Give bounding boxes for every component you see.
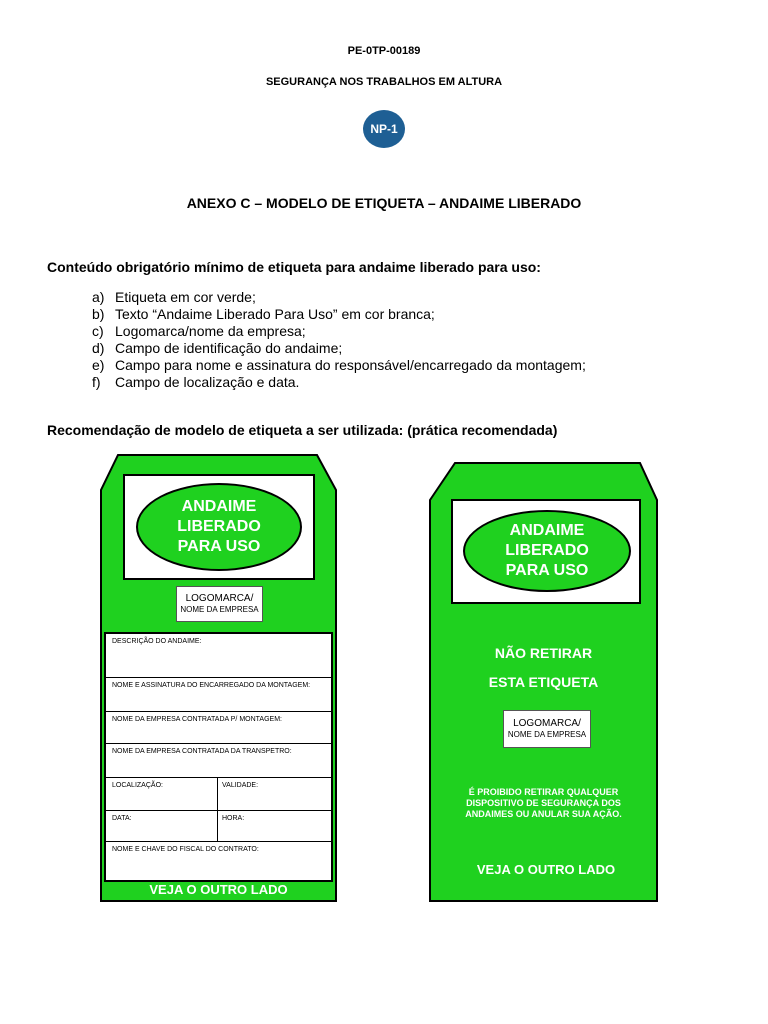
column-divider — [217, 811, 218, 842]
list-letter: b) — [92, 306, 105, 322]
list-text: Texto “Andaime Liberado Para Uso” em cor branca; — [115, 306, 435, 322]
logo-line1: LOGOMARCA/ — [513, 718, 581, 729]
list-letter: f) — [92, 374, 101, 390]
field-label: NOME E CHAVE DO FISCAL DO CONTRATO: — [112, 846, 259, 853]
right-tag-notice — [430, 787, 657, 820]
logo-text: NP-1 — [370, 122, 398, 136]
list-text: Campo de identificação do andaime; — [115, 340, 343, 356]
badge-line: PARA USO — [177, 538, 261, 555]
list-letter: a) — [92, 289, 105, 305]
form-row-data — [106, 810, 331, 842]
field-label: DATA: — [112, 815, 132, 822]
logo-line1: LOGOMARCA/ — [185, 593, 254, 604]
list-letter: e) — [92, 357, 105, 373]
field-label: DESCRIÇÃO DO ANDAIME: — [112, 638, 202, 645]
right-tag-header-box — [451, 499, 641, 604]
badge-line: LIBERADO — [505, 542, 589, 559]
left-tag-logo-box — [176, 586, 263, 622]
list-text: Logomarca/nome da empresa; — [115, 323, 306, 339]
left-tag-footer: VEJA O OUTRO LADO — [149, 882, 288, 897]
column-divider — [217, 778, 218, 812]
document-subtitle: SEGURANÇA NOS TRABALHOS EM ALTURA — [265, 76, 503, 88]
notice-line: DISPOSITIVO DE SEGURANÇA DOS — [466, 798, 621, 808]
notice-line: É PROIBIDO RETIRAR QUALQUER — [468, 787, 619, 797]
badge-line: PARA USO — [505, 562, 589, 579]
left-tag-badge — [136, 483, 302, 571]
right-tag-warning-line1: NÃO RETIRAR — [494, 645, 593, 661]
field-label: NOME DA EMPRESA CONTRATADA DA TRANSPETRO: — [112, 748, 292, 755]
badge-line: ANDAIME — [181, 498, 257, 515]
field-label: NOME DA EMPRESA CONTRATADA P/ MONTAGEM: — [112, 716, 282, 723]
left-tag-header-box — [123, 474, 315, 580]
field-label: HORA: — [222, 815, 245, 822]
section-title: Conteúdo obrigatório mínimo de etiqueta para andaime liberado para uso: — [47, 259, 541, 275]
badge-line: LIBERADO — [177, 518, 261, 535]
form-row-descricao — [106, 634, 331, 678]
notice-line: ANDAIMES OU ANULAR SUA AÇÃO. — [465, 809, 622, 819]
field-label: LOCALIZAÇÃO: — [112, 782, 163, 789]
form-row-empresa-transpetro — [106, 743, 331, 778]
right-tag-footer: VEJA O OUTRO LADO — [476, 862, 616, 877]
form-row-fiscal — [106, 841, 331, 882]
field-label: NOME E ASSINATURA DO ENCARREGADO DA MONTAGEM: — [112, 682, 311, 689]
logo-line2: NOME DA EMPRESA — [507, 730, 587, 739]
list-text: Campo para nome e assinatura do responsável/encarregado da montagem; — [115, 357, 586, 373]
document-code: PE-0TP-00189 — [347, 45, 421, 57]
form-row-empresa-montagem — [106, 711, 331, 744]
list-letter: d) — [92, 340, 105, 356]
form-row-encarregado — [106, 677, 331, 712]
recommendation-title: Recomendação de modelo de etiqueta a ser utilizada: (prática recomendada) — [47, 422, 558, 438]
left-tag-form — [104, 632, 333, 882]
right-tag-logo-box — [503, 710, 591, 748]
logo-line2: NOME DA EMPRESA — [180, 605, 259, 614]
form-row-localizacao — [106, 777, 331, 812]
badge-line: ANDAIME — [509, 522, 585, 539]
field-label: VALIDADE: — [222, 782, 259, 789]
right-tag-warning-line2: ESTA ETIQUETA — [488, 674, 599, 690]
annex-title: ANEXO C – MODELO DE ETIQUETA – ANDAIME LIBERADO — [186, 195, 582, 211]
list-letter: c) — [92, 323, 104, 339]
list-text: Etiqueta em cor verde; — [115, 289, 256, 305]
right-tag-badge — [463, 510, 631, 592]
list-text: Campo de localização e data. — [115, 374, 300, 390]
